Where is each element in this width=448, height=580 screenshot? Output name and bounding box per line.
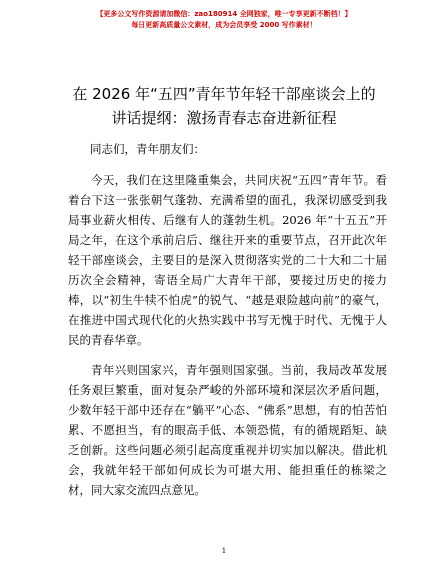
promo-line-1: 【更多公文写作资源请加微信：zao180914 全网独家，唯一专享更新不断档！】 bbox=[96, 10, 352, 18]
paragraph: 今天，我们在这里隆重集会，共同庆祝“五四”青年节。看着台下这一张张朝气蓬勃、充满希望的面孔，我深切感受到我局事业薪火相传、后继有人的蓬勃生机。2026 年“十五五”开局之年，在这个承前启后、继往开来的重要节点，召开此次年轻干部座谈会，主要目的是深入贯彻落实党的二十大和二十届历次全会精神，寄语全局广大青年干部，要接过历史的接力棒，以“初生牛犊不怕虎”的锐气、“越是艰险越向前”的豪气，在推进中国式现代化的火热实践中书写无愧于时代、无愧于人民的青春华章。 bbox=[68, 173, 387, 347]
document-title bbox=[0, 82, 448, 130]
salutation: 同志们，青年朋友们： bbox=[90, 142, 205, 156]
paragraph: 青年兴则国家兴，青年强则国家强。当前，我局改革发展任务艰巨繁重，面对复杂严峻的外部环境和深层次矛盾问题，少数年轻干部中还存在“躺平”心态、“佛系”思想，有的怕苦怕累、不愿担当，有的眼高手低、本领恐慌，有的循规蹈矩、缺乏创新。这些问题必须引起高度重视并切实加以解决。借此机会，我就年轻干部如何成长为可堪大用、能担重任的栋梁之材，同大家交流四点意见。 bbox=[68, 363, 387, 497]
promo-banner bbox=[0, 9, 448, 31]
page-number: 1 bbox=[221, 547, 227, 555]
title-line-1: 在 2026 年“五四”青年节年轻干部座谈会上的 bbox=[72, 85, 376, 103]
body-text bbox=[68, 170, 387, 510]
promo-line-2: 每日更新高质量公文素材，成为会员享受 2000 写作素材！ bbox=[131, 21, 317, 29]
title-line-2: 讲话提纲：激扬青春志奋进新征程 bbox=[111, 109, 337, 127]
